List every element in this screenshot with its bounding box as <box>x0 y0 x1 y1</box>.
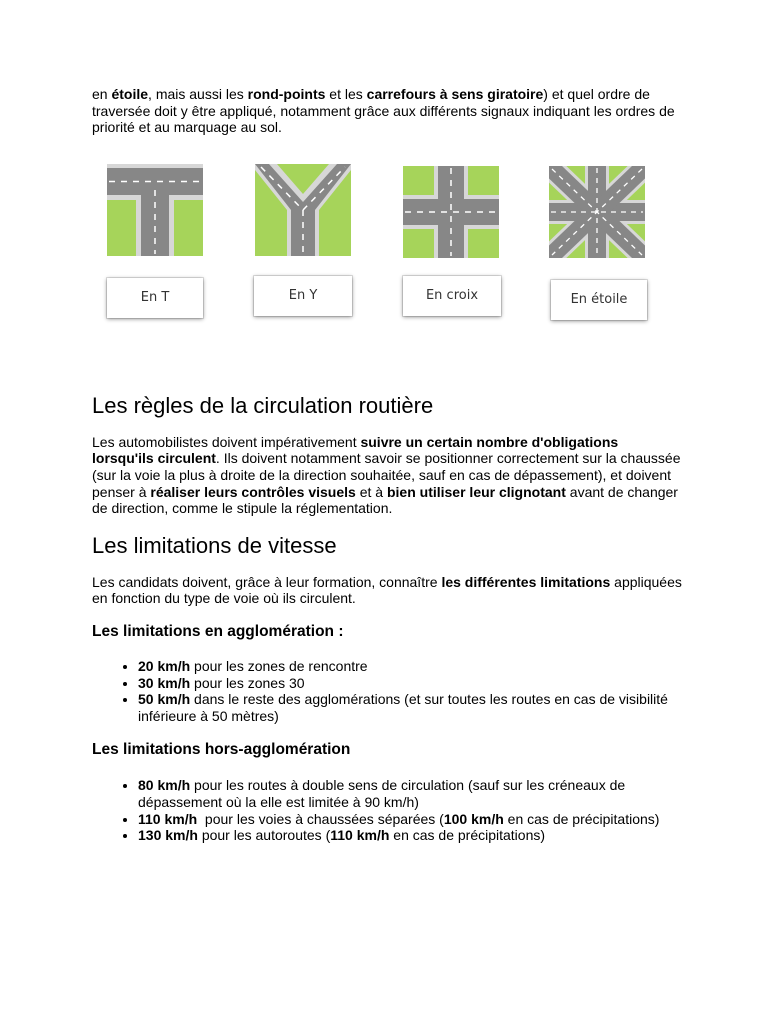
limitations-paragraph <box>92 574 682 607</box>
speed-value: 30 km/h <box>138 674 191 691</box>
intro-text: en <box>92 86 112 102</box>
hors-list <box>92 777 682 843</box>
section-title-regles: Les règles de la circulation routière <box>92 392 434 418</box>
list-item-text: en cas de précipitations) <box>503 810 660 827</box>
list-item-text: pour les autoroutes ( <box>197 827 331 844</box>
intersection-figure <box>92 136 682 376</box>
list-item-text: pour les routes à double sens de circulation (sauf sur les créneaux de dépassement où la elle est limitée à 90 km/h) <box>138 777 626 810</box>
regles-bold: bien utiliser leur clignotant <box>386 483 566 500</box>
label-t: En T <box>140 290 170 306</box>
regles-text: avant de changer de direction, comme le stipule la réglementation. <box>92 483 678 517</box>
list-item <box>138 691 682 724</box>
y-junction-diagram <box>255 164 351 256</box>
label-t-card <box>107 278 203 318</box>
regles-text: . Ils doivent notamment savoir se positionner correctement sur la chaussée (sur la voie la plus à droite de la direction souhaitée, sauf en cas de dépassement), et doivent penser à <box>92 450 681 500</box>
subsection-title-agglo: Les limitations en agglomération : <box>92 622 344 640</box>
list-item <box>138 675 682 692</box>
list-item-text: pour les voies à chaussées séparées ( <box>197 810 444 827</box>
label-y-card <box>254 276 352 316</box>
list-item <box>138 658 682 675</box>
label-croix-card <box>403 276 501 316</box>
label-croix: En croix <box>425 288 479 304</box>
list-item-text: pour les zones 30 <box>190 674 305 691</box>
regles-text: Les automobilistes doivent impérativement <box>92 433 361 450</box>
label-y: En Y <box>288 288 318 304</box>
star-junction-diagram <box>549 166 645 258</box>
speed-value: 110 km/h <box>138 810 198 827</box>
speed-value: 130 km/h <box>138 827 198 844</box>
list-item-text: dans le reste des agglomérations (et sur toutes les routes en cas de visibilité inférieure à 50 mètres) <box>138 691 668 724</box>
intro-paragraph <box>92 86 682 136</box>
list-item <box>138 811 682 828</box>
intro-bold: rond-points <box>247 86 326 102</box>
label-etoile-card <box>551 280 647 320</box>
regles-bold: réaliser leurs contrôles visuels <box>150 483 356 500</box>
agglo-list <box>92 658 682 724</box>
regles-bold: suivre un certain nombre d'obligations lorsqu'ils circulent <box>92 433 619 467</box>
cross-junction-diagram <box>403 166 499 258</box>
intro-bold: étoile <box>111 86 149 102</box>
document-page <box>92 86 682 844</box>
list-item-text: en cas de précipitations) <box>389 827 546 844</box>
limitations-text: Les candidats doivent, grâce à leur formation, connaître <box>92 573 442 590</box>
limitations-bold: les différentes limitations <box>441 573 611 590</box>
t-junction-diagram <box>107 164 203 256</box>
speed-value: 100 km/h <box>443 810 504 827</box>
section-title-limitations: Les limitations de vitesse <box>92 532 337 558</box>
list-item <box>138 777 682 810</box>
speed-value: 80 km/h <box>138 777 191 794</box>
list-item-text: pour les zones de rencontre <box>190 657 368 674</box>
speed-value: 20 km/h <box>138 657 191 674</box>
intro-text: , mais aussi les <box>148 86 248 102</box>
regles-text: et à <box>355 483 387 500</box>
regles-paragraph <box>92 434 682 517</box>
label-etoile: En étoile <box>570 292 628 308</box>
intro-text: et les <box>325 86 367 102</box>
speed-value: 110 km/h <box>330 827 390 844</box>
limitations-text: appliquées en fonction du type de voie où ils circulent. <box>92 573 682 607</box>
list-item <box>138 827 682 844</box>
subsection-title-hors: Les limitations hors-agglomération <box>92 741 351 759</box>
intro-bold: carrefours à sens giratoire <box>366 86 544 102</box>
speed-value: 50 km/h <box>138 691 191 708</box>
intro-text: ) et quel ordre de traversée doit y être appliqué, notamment grâce aux différents signaux indiquant les ordres de priorité et au marquage au sol. <box>92 86 675 136</box>
